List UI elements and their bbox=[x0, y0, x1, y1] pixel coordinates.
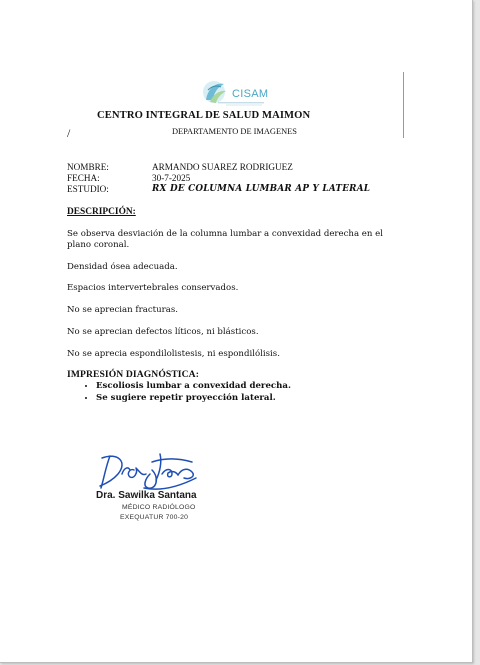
date-label: FECHA: bbox=[67, 173, 100, 183]
margin-rule bbox=[403, 72, 404, 138]
impression-item: • Se sugiere repetir proyección lateral. bbox=[96, 392, 291, 404]
name-value: ARMANDO SUAREZ RODRIGUEZ bbox=[152, 162, 293, 172]
impression-list bbox=[80, 380, 291, 404]
description-paragraph: Espacios intervertebrales conservados. bbox=[67, 283, 239, 293]
description-paragraph: Densidad ósea adecuada. bbox=[67, 262, 178, 272]
description-paragraph: No se aprecian defectos líticos, ni blásticos. bbox=[67, 327, 259, 337]
signatory-exequatur: EXEQUATUR 700-20 bbox=[120, 514, 189, 521]
date-value: 30-7-2025 bbox=[152, 173, 191, 183]
handwritten-signature-icon bbox=[96, 448, 206, 494]
signatory-title: MÉDICO RADIÓLOGO bbox=[122, 504, 196, 511]
slash-mark: / bbox=[67, 126, 71, 140]
department-name: DEPARTAMENTO DE IMAGENES bbox=[172, 127, 297, 136]
impression-heading: IMPRESIÓN DIAGNÓSTICA: bbox=[67, 369, 199, 380]
signatory-name: Dra. Sawilka Santana bbox=[96, 490, 197, 501]
organization-title: CENTRO INTEGRAL DE SALUD MAIMON bbox=[97, 110, 311, 121]
description-paragraph: No se aprecian fracturas. bbox=[67, 305, 179, 315]
study-label: ESTUDIO: bbox=[67, 184, 109, 194]
logo-wordmark: CISAM bbox=[232, 88, 269, 100]
study-value: RX DE COLUMNA LUMBAR AP Y LATERAL bbox=[152, 184, 371, 194]
description-paragraph: Se observa desviación de la columna lumbar a convexidad derecha en el plano coronal. bbox=[67, 229, 383, 250]
description-paragraph: No se aprecia espondilolistesis, ni espondilólisis. bbox=[67, 349, 280, 359]
name-label: NOMBRE: bbox=[67, 162, 109, 172]
description-heading: DESCRIPCIÓN: bbox=[67, 207, 136, 217]
impression-item: • Escoliosis lumbar a convexidad derecha. bbox=[96, 380, 291, 392]
